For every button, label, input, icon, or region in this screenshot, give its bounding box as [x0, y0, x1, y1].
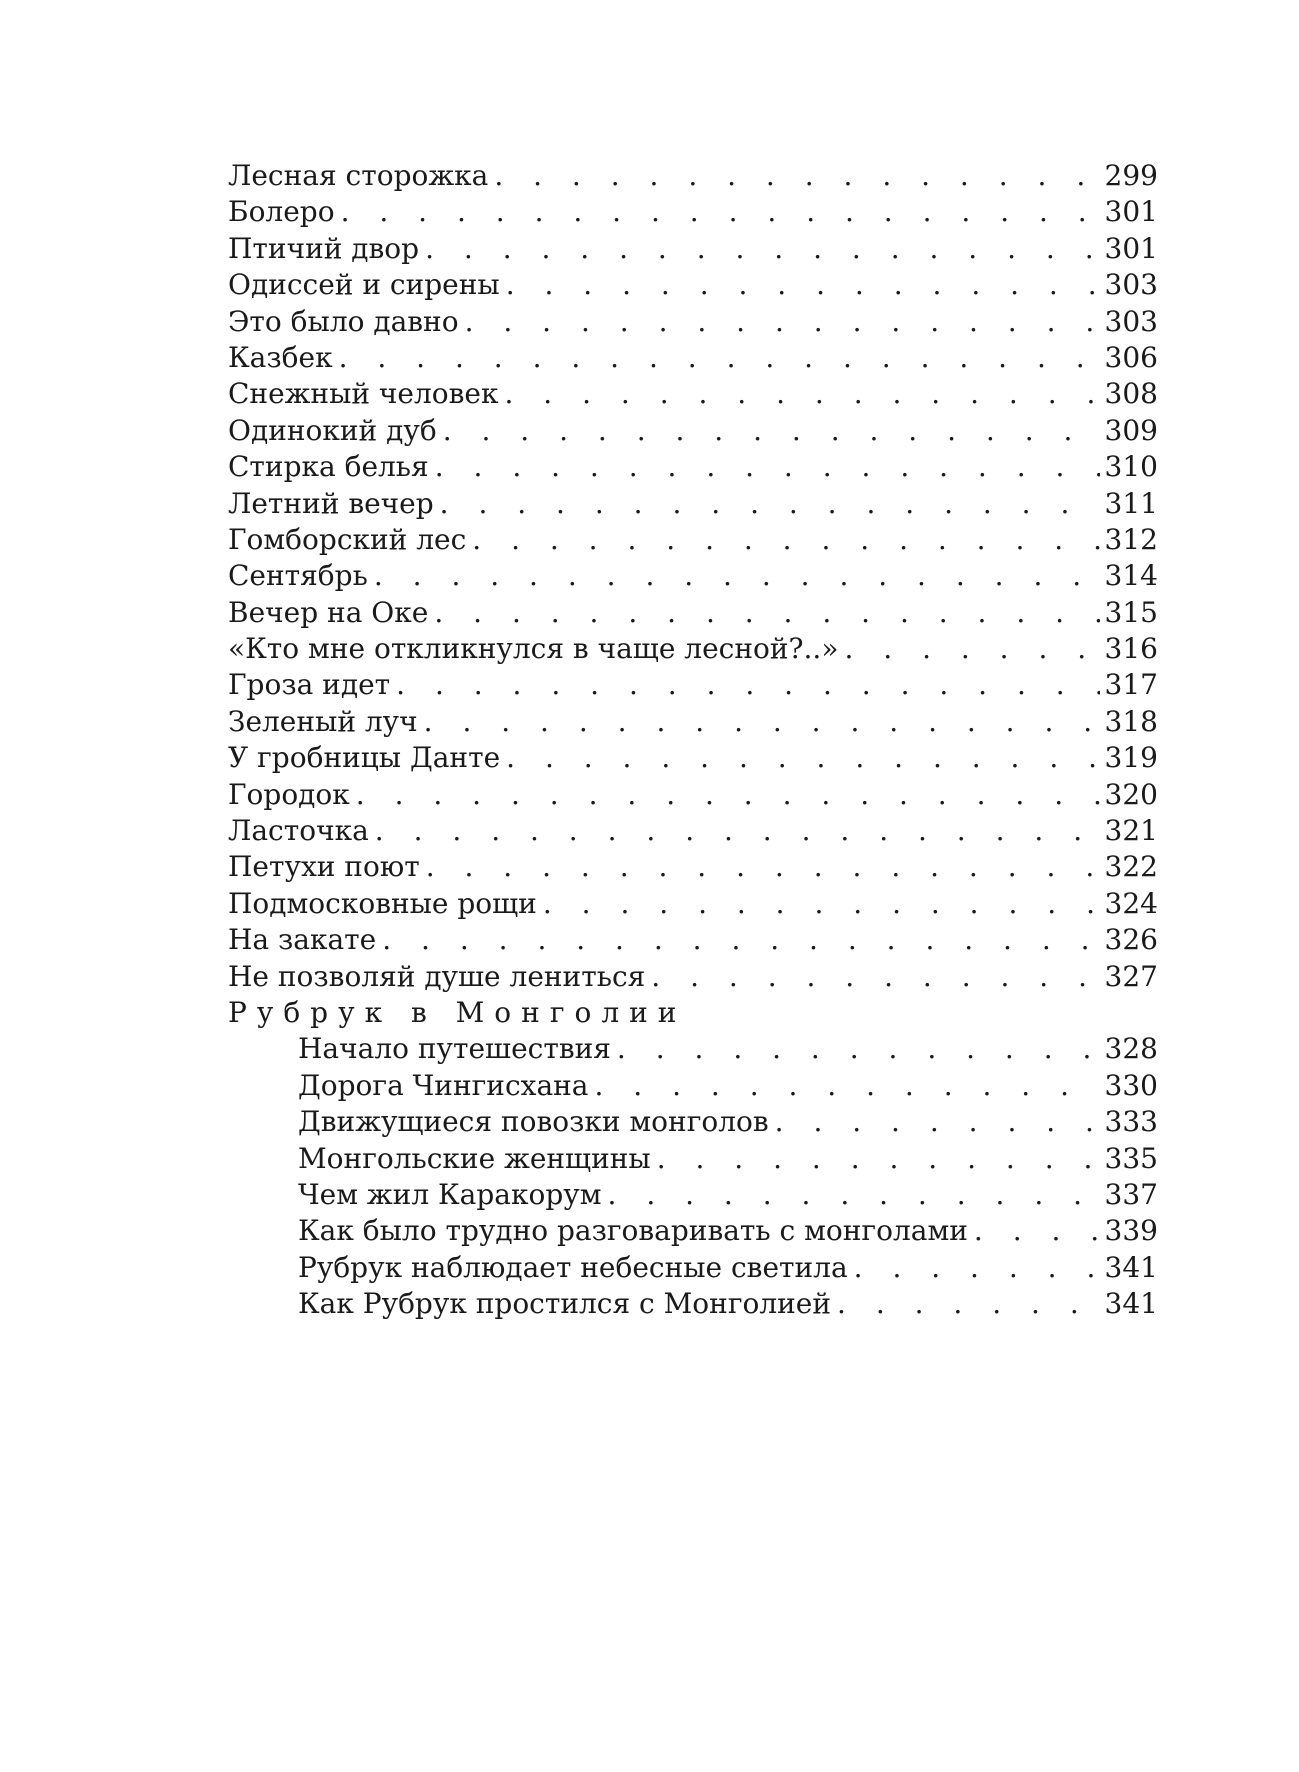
toc-entry[interactable]: [228, 667, 1158, 703]
toc-entry-page: 303: [1104, 268, 1158, 302]
toc-entry-title: Подмосковные рощи: [228, 886, 537, 920]
toc-subentry-page: 339: [1104, 1214, 1158, 1248]
toc-entry[interactable]: [228, 486, 1158, 522]
toc-entry[interactable]: [228, 886, 1158, 922]
dot-leader: [440, 486, 1100, 522]
toc-subentry-page: 333: [1104, 1105, 1158, 1139]
dot-leader: [504, 376, 1100, 412]
dot-leader: [844, 631, 1100, 667]
dot-leader: [472, 522, 1100, 558]
toc-entry-page: 303: [1104, 304, 1158, 338]
toc-entry-title: Птичий двор: [228, 231, 420, 265]
toc-entry[interactable]: [228, 376, 1158, 412]
dot-leader: [651, 959, 1100, 995]
toc-entry-page: 326: [1104, 923, 1158, 957]
toc-subentry-page: 341: [1104, 1287, 1158, 1321]
toc-entry-page: 320: [1104, 777, 1158, 811]
toc-entry-title: Гомборский лес: [228, 522, 467, 556]
toc-section-title[interactable]: Рубрук в Монголии: [228, 995, 687, 1029]
dot-leader: [465, 304, 1100, 340]
toc-entry-title: «Кто мне откликнулся в чаще лесной?..»: [228, 632, 839, 666]
dot-leader: [356, 777, 1100, 813]
toc-entry-page: 308: [1104, 377, 1158, 411]
dot-leader: [506, 740, 1100, 776]
toc-entry-title: Болеро: [228, 195, 335, 229]
toc-entry-title: Лесная сторожка: [228, 159, 489, 192]
dot-leader: [425, 231, 1100, 267]
toc-entry-title: Снежный человек: [228, 377, 499, 411]
toc-entry[interactable]: [228, 777, 1158, 813]
toc-entry-page: 316: [1104, 632, 1158, 666]
table-of-contents: [228, 158, 1158, 1323]
dot-leader: [854, 1250, 1100, 1286]
toc-entry-title: Гроза идет: [228, 668, 391, 702]
dot-leader: [617, 1031, 1100, 1067]
toc-entry-title: Ласточка: [228, 814, 369, 848]
toc-subentry-page: 330: [1104, 1068, 1158, 1102]
dot-leader: [837, 1286, 1100, 1322]
dot-leader: [434, 595, 1100, 631]
toc-entry-title: Стирка белья: [228, 450, 429, 484]
toc-subentry-title: Монгольские женщины: [298, 1141, 651, 1175]
toc-subentry[interactable]: [228, 1286, 1158, 1322]
toc-entry[interactable]: [228, 813, 1158, 849]
toc-entry-page: 312: [1104, 522, 1158, 556]
toc-entry-page: 327: [1104, 959, 1158, 993]
toc-subentry-title: Как Рубрук простился с Монголией: [298, 1287, 832, 1321]
toc-entry-page: 311: [1104, 486, 1158, 520]
toc-entry[interactable]: [228, 194, 1158, 230]
toc-subentry[interactable]: [228, 1141, 1158, 1177]
toc-entry[interactable]: [228, 740, 1158, 776]
toc-entry-title: Городок: [228, 777, 350, 811]
toc-subentry[interactable]: [228, 1031, 1158, 1067]
toc-entry[interactable]: [228, 595, 1158, 631]
toc-entry-page: 301: [1104, 231, 1158, 265]
dot-leader: [595, 1068, 1101, 1104]
toc-entry-page: 322: [1104, 850, 1158, 884]
toc-entry-title: Зеленый луч: [228, 704, 418, 738]
toc-entry-page: 319: [1104, 741, 1158, 775]
dot-leader: [375, 813, 1100, 849]
toc-entry[interactable]: [228, 704, 1158, 740]
toc-entry-page: 299: [1104, 159, 1158, 192]
toc-subentry[interactable]: [228, 1213, 1158, 1249]
toc-entry[interactable]: [228, 959, 1158, 995]
toc-entry-title: Казбек: [228, 340, 333, 374]
toc-entry[interactable]: [228, 922, 1158, 958]
dot-leader: [374, 558, 1100, 594]
dot-leader: [426, 849, 1100, 885]
toc-entry-page: 317: [1104, 668, 1158, 702]
toc-subentry[interactable]: [228, 1104, 1158, 1140]
toc-entry-page: 310: [1104, 450, 1158, 484]
toc-entry[interactable]: [228, 304, 1158, 340]
dot-leader: [506, 267, 1100, 303]
toc-subentry-title: Начало путешествия: [298, 1032, 611, 1066]
toc-entry-title: Это было давно: [228, 304, 459, 338]
toc-entry-title: Летний вечер: [228, 486, 434, 520]
toc-subentry-title: Движущиеся повозки монголов: [298, 1105, 769, 1139]
toc-entry[interactable]: [228, 158, 1158, 194]
toc-entry-title: Не позволяй душе лениться: [228, 959, 646, 993]
toc-subentry-title: Как было трудно разговаривать с монголами: [298, 1214, 968, 1248]
toc-entry-page: 318: [1104, 704, 1158, 738]
toc-subentry-page: 341: [1104, 1250, 1158, 1284]
toc-entry[interactable]: [228, 558, 1158, 594]
toc-subentry[interactable]: [228, 1068, 1158, 1104]
toc-subentry-title: Чем жил Каракорум: [298, 1177, 602, 1211]
dot-leader: [974, 1213, 1100, 1249]
toc-entry-title: Сентябрь: [228, 559, 368, 593]
dot-leader: [424, 704, 1100, 740]
toc-entry-page: 315: [1104, 595, 1158, 629]
toc-entry[interactable]: [228, 267, 1158, 303]
toc-entry-page: 321: [1104, 814, 1158, 848]
dot-leader: [543, 886, 1100, 922]
toc-subentry-title: Рубрук наблюдает небесные светила: [298, 1250, 848, 1284]
toc-subentry-title: Дорога Чингисхана: [298, 1068, 589, 1102]
toc-entry-title: Одинокий дуб: [228, 413, 437, 447]
dot-leader: [775, 1104, 1100, 1140]
dot-leader: [494, 158, 1100, 194]
toc-entry[interactable]: [228, 340, 1158, 376]
toc-entry[interactable]: [228, 413, 1158, 449]
toc-entry-title: Одиссей и сирены: [228, 268, 500, 302]
dot-leader: [341, 194, 1100, 230]
dot-leader: [396, 667, 1100, 703]
toc-subentry-page: 337: [1104, 1177, 1158, 1211]
toc-entry-title: У гробницы Данте: [228, 741, 501, 775]
dot-leader: [608, 1177, 1100, 1213]
toc-subentry-page: 335: [1104, 1141, 1158, 1175]
toc-subentry[interactable]: [228, 1250, 1158, 1286]
toc-entry-title: Петухи поют: [228, 850, 420, 884]
toc-entry-title: На закате: [228, 923, 377, 957]
toc-entry[interactable]: [228, 449, 1158, 485]
toc-entry[interactable]: [228, 522, 1158, 558]
toc-entry-page: 301: [1104, 195, 1158, 229]
dot-leader: [435, 449, 1100, 485]
toc-entry[interactable]: [228, 849, 1158, 885]
toc-subentry-page: 328: [1104, 1032, 1158, 1066]
toc-entry-page: 314: [1104, 559, 1158, 593]
toc-entry-page: 324: [1104, 886, 1158, 920]
toc-entry[interactable]: [228, 631, 1158, 667]
toc-entry-page: 309: [1104, 413, 1158, 447]
toc-subentry[interactable]: [228, 1177, 1158, 1213]
toc-entry-title: Вечер на Оке: [228, 595, 429, 629]
dot-leader: [382, 922, 1100, 958]
dot-leader: [339, 340, 1100, 376]
toc-entry[interactable]: [228, 231, 1158, 267]
toc-entry-page: 306: [1104, 340, 1158, 374]
dot-leader: [657, 1141, 1100, 1177]
dot-leader: [443, 413, 1100, 449]
